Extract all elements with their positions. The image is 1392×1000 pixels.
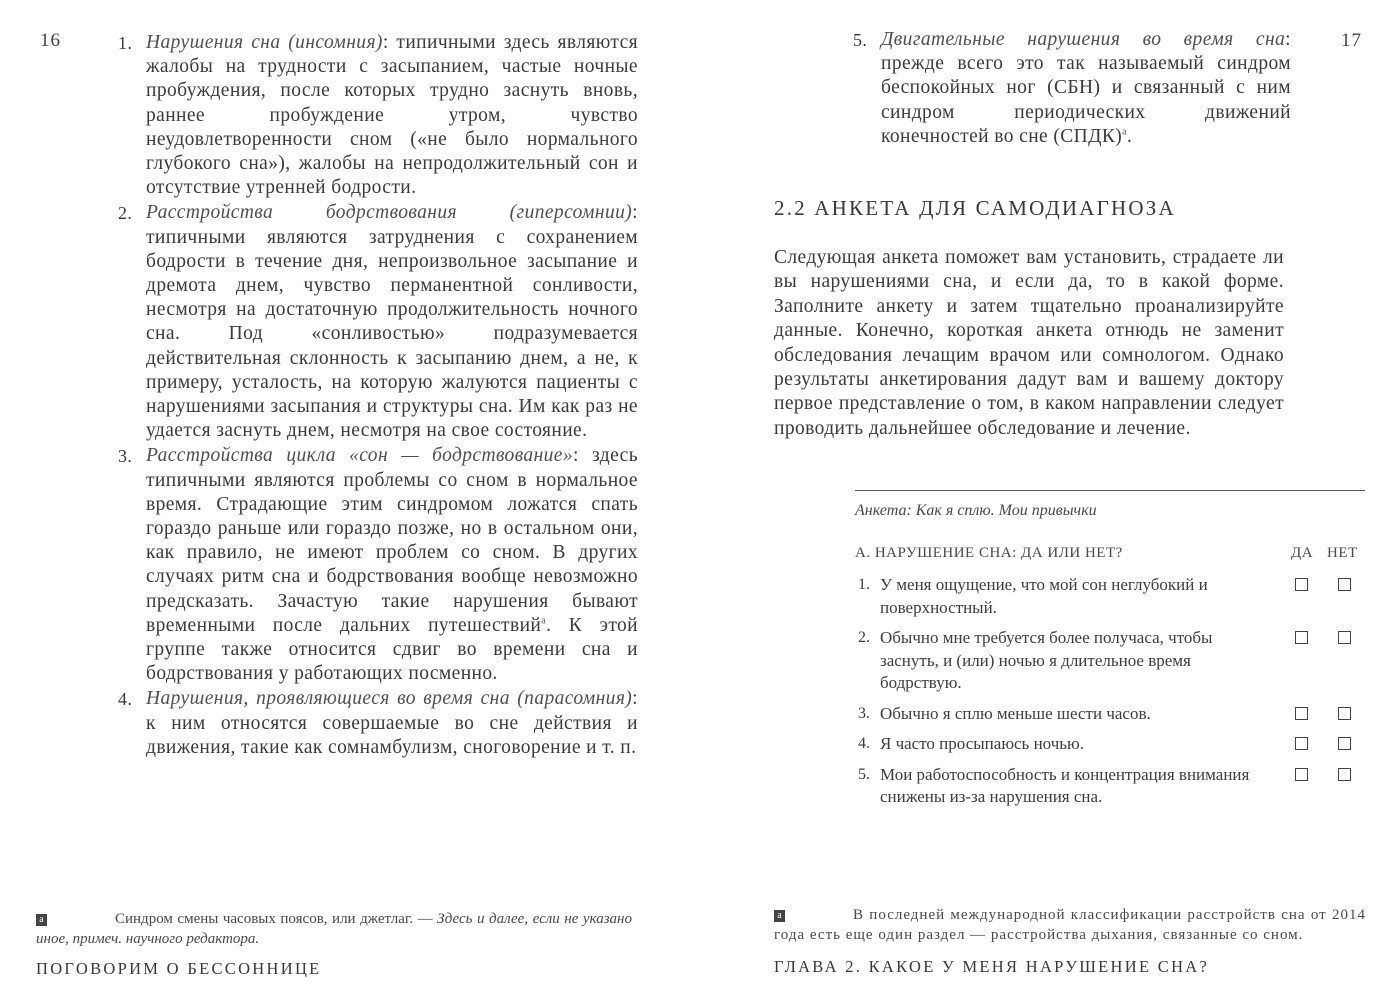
question-item (855, 574, 1270, 619)
section-heading: 2.2 АНКЕТА ДЛЯ САМОДИАГНОЗА (774, 196, 1176, 220)
page-number-left: 16 (40, 30, 61, 51)
footnote-text: Синдром смены часовых поясов, или джетлаг. — (115, 911, 438, 927)
yes-checkbox[interactable] (1295, 737, 1308, 750)
list-item-movement (853, 28, 1291, 149)
running-head-left: ПОГОВОРИМ О БЕССОННИЦЕ (36, 959, 322, 978)
footnote-right (774, 905, 1366, 945)
question-text: Обычно мне требуется более получаса, чтобы заснуть, и (или) ночью я длительное время бодрствую. (880, 628, 1213, 692)
question-number: 5. (858, 765, 870, 783)
item-term: Нарушения, проявляющиеся во время сна (парасомния) (146, 688, 633, 710)
question-item (855, 764, 1270, 809)
item-number: 5. (853, 30, 868, 50)
footnote-ref[interactable]: a (1122, 126, 1128, 138)
footnote-ref[interactable]: a (541, 615, 547, 627)
yes-checkbox[interactable] (1295, 578, 1308, 591)
item-number: 1. (118, 33, 133, 53)
question-number: 2. (858, 629, 870, 646)
list-item-parasomnia (118, 687, 638, 760)
item-term: Расстройства цикла «сон — бодрствование» (146, 445, 574, 467)
yes-checkbox[interactable] (1295, 631, 1308, 644)
question-text: У меня ощущение, что мой сон неглубокий и поверхностный. (880, 575, 1208, 617)
yes-checkbox[interactable] (1295, 768, 1308, 781)
item-text: : здесь типичными являются проблемы со сном в нормальное время. Страдающие этим синдромом ложатся спать гораздо раньше или гораздо позже, но в остальном они, как правило, не имеют проблем со сном. В других случаях ритм сна и бодрствования вообще невозможно предсказать. Зачастую такие нарушения бывают временными после дальних путешествий (146, 445, 638, 636)
footnote-italic-text: Здесь и далее, если не указано иное, примеч. научного редактора. (36, 911, 632, 947)
no-checkbox[interactable] (1338, 578, 1351, 591)
no-checkbox[interactable] (1338, 631, 1351, 644)
running-head-right: ГЛАВА 2. КАКОЕ У МЕНЯ НАРУШЕНИЕ СНА? (774, 957, 1210, 976)
question-number: 4. (858, 735, 870, 752)
no-checkbox[interactable] (1338, 737, 1351, 750)
question-item (855, 627, 1270, 695)
disorder-list-left (118, 31, 638, 761)
list-item-insomnia (118, 31, 638, 200)
question-item (855, 733, 1270, 756)
item-text: : типичными здесь являются жалобы на трудности с засыпанием, частые ночные пробуждения, после которых трудно заснуть вновь, раннее пробуждение утром, чувство неудовлетворенности сном («не было нормального глубокого сна»), жалобы на непродолжительный сон и отсутствие утренней бодрости. (146, 32, 638, 199)
questionnaire-section-label: А. НАРУШЕНИЕ СНА: ДА ИЛИ НЕТ? (855, 545, 1123, 561)
question-number: 1. (858, 576, 870, 593)
item-text-cont: . (1127, 125, 1133, 147)
footnote-marker-icon: a (774, 910, 785, 922)
item-number: 2. (118, 203, 133, 224)
question-text: Я часто просыпаюсь ночью. (880, 734, 1084, 753)
list-item-circadian (118, 444, 638, 686)
questionnaire-header (855, 545, 1365, 567)
question-number: 3. (858, 704, 870, 722)
questionnaire-title: Анкета: Как я сплю. Мои привычки (855, 502, 1097, 519)
item-term: Нарушения сна (инсомния) (146, 32, 383, 53)
footnote-left (36, 909, 632, 949)
footnote-text: В последней международной классификации расстройств сна от 2014 года есть еще один раздел — расстройства дыхания, связанные со сном. (774, 907, 1366, 943)
questionnaire-divider (855, 490, 1365, 491)
item-text: : прежде всего это так называемый синдром беспокойных ног (СБН) и связанный с ним синдром периодических движений конечностей во сне (СПДК) (881, 29, 1291, 147)
no-checkbox[interactable] (1338, 707, 1351, 720)
page-number-right: 17 (1341, 30, 1362, 51)
disorder-list-right (853, 28, 1368, 150)
questionnaire-list (855, 574, 1365, 817)
item-text: : типичными являются затруднения с сохранением бодрости в течение дня, непроизвольное засыпание и дремота днем, чувство перманентной сонливости, несмотря на достаточную продолжительность ночного сна. Под «сонливостью» подразумевается действительная склонность к засыпанию днем, а не, к примеру, усталость, на которую жалуются пациенты с нарушениями засыпания и структуры сна. Им как раз не удается заснуть днем, несмотря на свое состояние. (146, 202, 638, 442)
question-text: Мои работоспособность и концентрация внимания снижены из-за нарушения сна. (880, 764, 1250, 806)
intro-paragraph: Следующая анкета поможет вам установить, страдаете ли вы нарушениями сна, и если да, то в какой форме. Заполните анкету и затем тщательно проанализируйте данные. Конечно, короткая анкета отнюдь не заменит обследования лечащим врачом или сомнологом. Однако результаты анкетирования дадут вам и вашему доктору первое представление о том, в каком направлении следует проводить дальнейшее обследование и лечение. (774, 247, 1284, 439)
item-number: 3. (118, 446, 133, 467)
item-number: 4. (118, 689, 133, 710)
list-item-hypersomnia (118, 201, 638, 443)
item-text: : к ним относятся совершаемые во сне действия и движения, такие как сомнамбулизм, сноговорение и т. п. (146, 688, 638, 758)
question-text: Обычно я сплю меньше шести часов. (880, 703, 1151, 723)
item-term: Расстройства бодрствования (гиперсомнии) (146, 202, 633, 224)
question-item (855, 703, 1270, 726)
column-yes-label: ДА (1291, 545, 1314, 561)
yes-checkbox[interactable] (1295, 707, 1308, 720)
item-term: Двигательные нарушения во время сна (881, 29, 1286, 50)
no-checkbox[interactable] (1338, 768, 1351, 781)
item-text-cont: . К этой группе также относится сдвиг во времени сна и бодрствования у работающих посменно. (146, 614, 639, 685)
column-no-label: НЕТ (1327, 545, 1358, 561)
footnote-marker-icon: a (36, 914, 47, 926)
